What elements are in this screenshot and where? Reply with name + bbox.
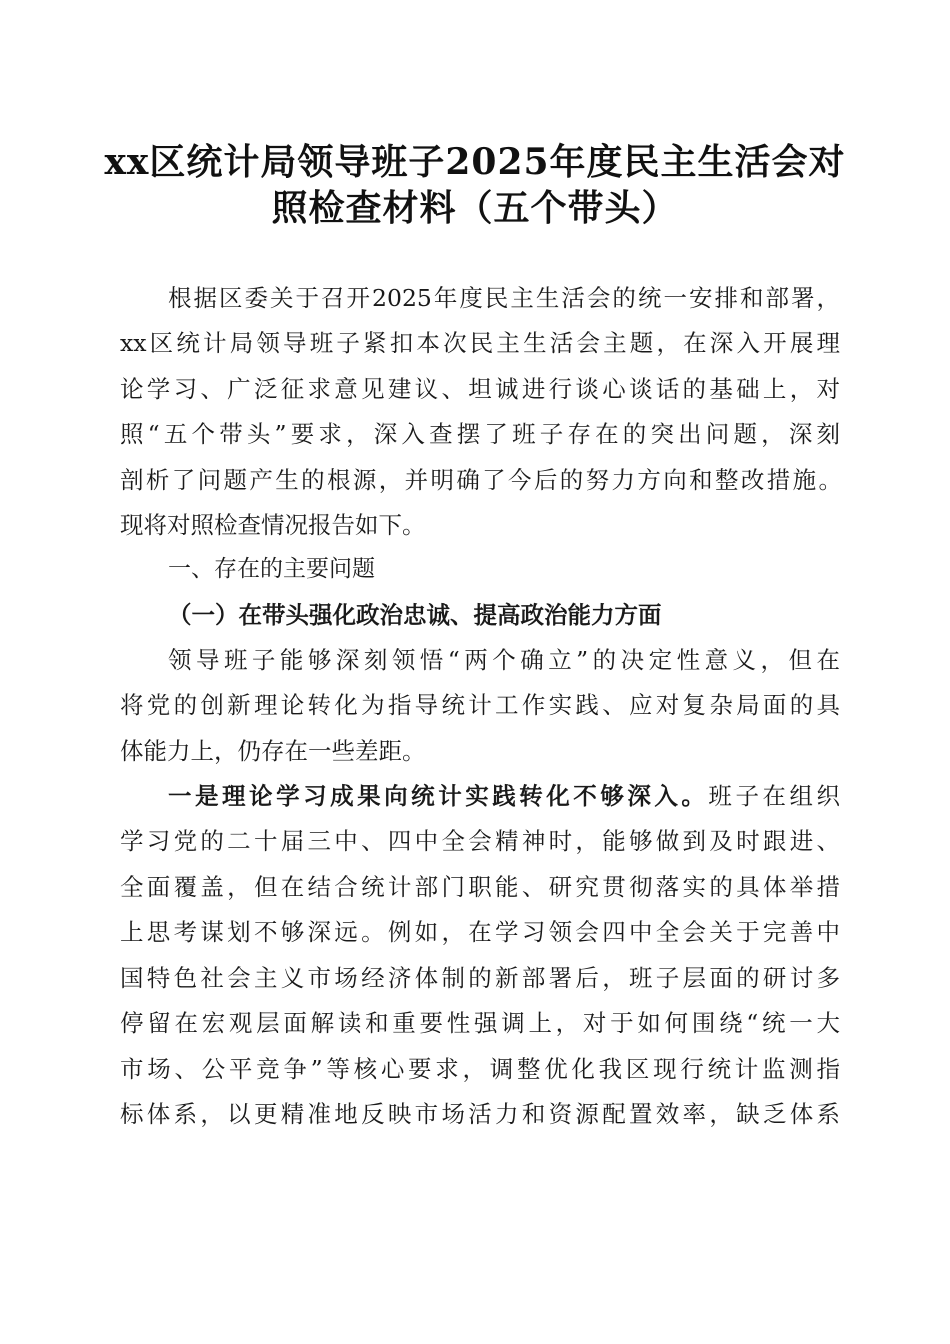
- document-title-line-1: xx区统计局领导班子2025年度民主生活会对: [104, 141, 846, 183]
- para1-line-2: 将党的创新理论转化为指导统计工作实践、应对复杂局面的具: [120, 691, 840, 719]
- intro-line-4: 照“五个带头”要求，深入查摆了班子存在的突出问题，深刻: [120, 420, 840, 448]
- para2-line-1: [168, 773, 840, 819]
- para2-line-6: 停留在宏观层面解读和重要性强调上，对于如何围绕“统一大: [120, 1009, 840, 1037]
- para2-lead-sentence: 一是理论学习成果向统计实践转化不够深入。: [168, 782, 709, 810]
- para1-line-1: 领导班子能够深刻领悟“两个确立”的决定性意义，但在: [168, 646, 840, 674]
- intro-line-1: 根据区委关于召开2025年度民主生活会的统一安排和部署，: [168, 284, 840, 312]
- para2-line-3: 全面覆盖，但在结合统计部门职能、研究贯彻落实的具体举措: [120, 873, 840, 901]
- document-title-line-2: 照检查材料（五个带头）: [271, 187, 679, 229]
- para2-line-7: 市场、公平竞争”等核心要求，调整优化我区现行统计监测指: [120, 1055, 840, 1083]
- para2-line-4: 上思考谋划不够深远。例如，在学习领会四中全会关于完善中: [120, 918, 840, 946]
- section-heading-1: 一、存在的主要问题: [168, 556, 375, 582]
- para2-line-1-rest: 班子在组织: [708, 782, 841, 810]
- para2-line-2: 学习党的二十届三中、四中全会精神时，能够做到及时跟进、: [120, 827, 840, 855]
- intro-line-6: 现将对照检查情况报告如下。: [120, 511, 426, 539]
- para2-line-8: 标体系，以更精准地反映市场活力和资源配置效率，缺乏体系: [120, 1100, 840, 1128]
- subsection-heading-1: （一）在带头强化政治忠诚、提高政治能力方面: [168, 601, 662, 629]
- para1-line-3: 体能力上，仍存在一些差距。: [120, 737, 426, 765]
- para2-line-5: 国特色社会主义市场经济体制的新部署后，班子层面的研讨多: [120, 964, 840, 992]
- intro-line-3: 论学习、广泛征求意见建议、坦诚进行谈心谈话的基础上，对: [120, 375, 840, 403]
- intro-line-2: xx区统计局领导班子紧扣本次民主生活会主题，在深入开展理: [120, 329, 840, 357]
- intro-line-5: 剖析了问题产生的根源，并明确了今后的努力方向和整改措施。: [120, 466, 842, 494]
